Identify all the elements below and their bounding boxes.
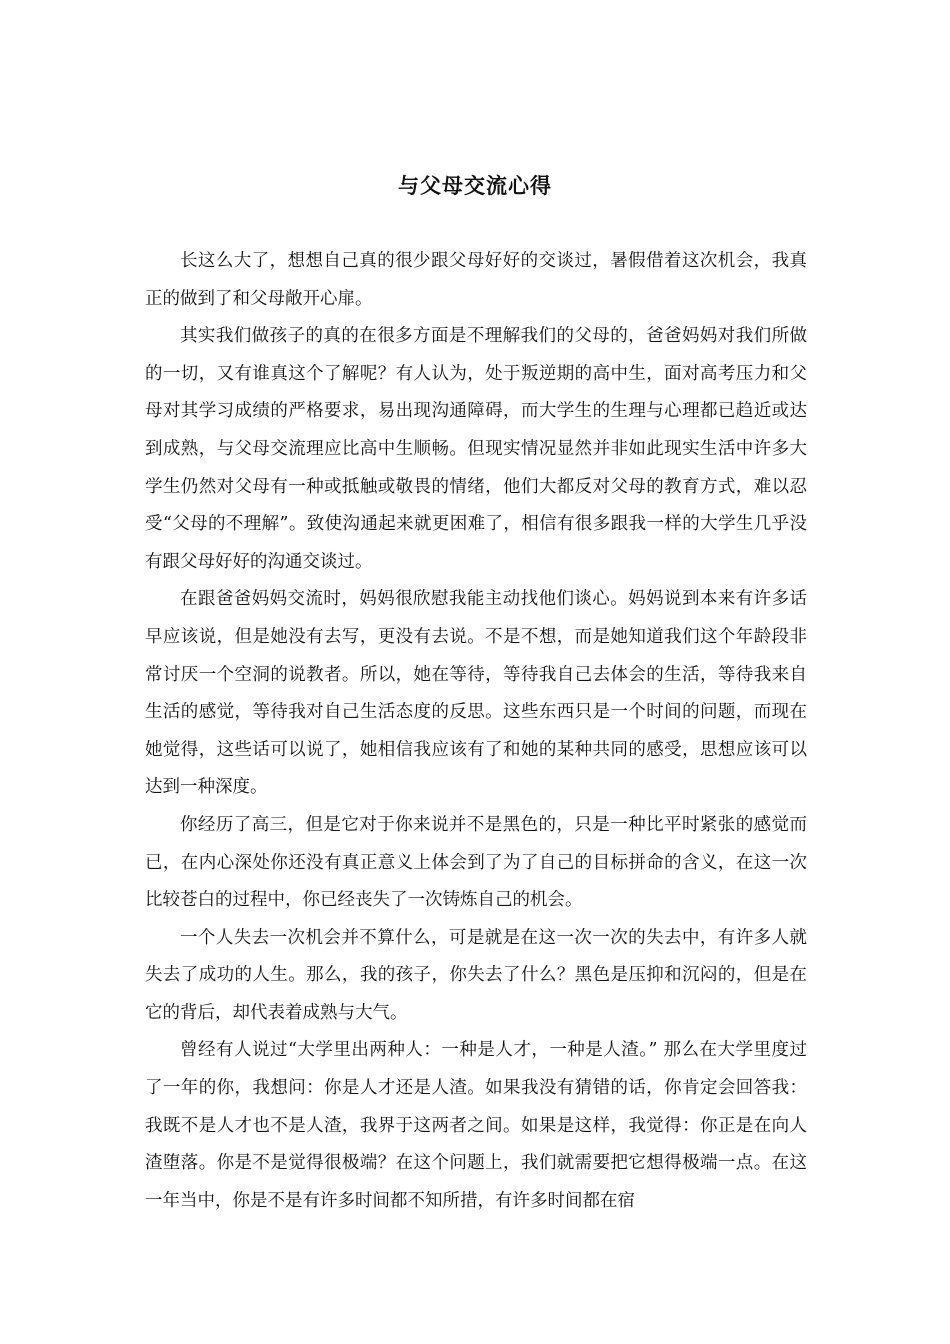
document-title: 与父母交流心得: [398, 174, 552, 198]
paragraph-1: 长这么大了，想想自己真的很少跟父母好好的交谈过，暑假借着这次机会，我真正的做到了和父母敞开心扉。: [145, 251, 807, 309]
paragraph-3: 在跟爸爸妈妈交流时，妈妈很欣慰我能主动找他们谈心。妈妈说到本来有许多话早应该说，但是她没有去写，更没有去说。不是不想，而是她知道我们这个年龄段非常讨厌一个空洞的说教者。所以，她在等待，等待我自己去体会的生活，等待我来自生活的感觉，等待我对自己生活态度的反思。这些东西只是一个时间的问题，而现在她觉得，这些话可以说了，她相信我应该有了和她的某种共同的感受，思想应该可以达到一种深度。: [145, 589, 807, 798]
paragraph-2: 其实我们做孩子的真的在很多方面是不理解我们的父母的，爸爸妈妈对我们所做的一切，又有谁真这个了解呢？有人认为，处于叛逆期的高中生，面对高考压力和父母对其学习成绩的严格要求，易出现沟通障碍，而大学生的生理与心理都已趋近或达到成熟，与父母交流理应比高中生顺畅。但现实情况显然并非如此现实生活中许多大学生仍然对父母有一种或抵触或敬畏的情绪，他们大都反对父母的教育方式，难以忍受“父母的不理解”。致使沟通起来就更困难了，相信有很多跟我一样的大学生几乎没有跟父母好好的沟通交谈过。: [145, 326, 807, 572]
paragraph-5: 一个人失去一次机会并不算什么，可是就是在这一次一次的失去中，有许多人就失去了成功的人生。那么，我的孩子，你失去了什么？黑色是压抑和沉闷的，但是在它的背后，却代表着成熟与大气。: [145, 927, 807, 1023]
document-body: [145, 243, 807, 1220]
paragraph-6: 曾经有人说过“大学里出两种人：一种是人才，一种是人渣。” 那么在大学里度过了一年的你，我想问：你是人才还是人渣。如果我没有猜错的话，你肯定会回答我：我既不是人才也不是人渣，我界于这两者之间。如果是这样，我觉得：你正是在向人渣堕落。你是不是觉得很极端？在这个问题上，我们就需要把它想得极端一点。在这一年当中，你是不是有许多时间都不知所措，有许多时间都在宿: [145, 1040, 807, 1211]
paragraph-4: 你经历了高三，但是它对于你来说并不是黑色的，只是一种比平时紧张的感觉而已，在内心深处你还没有真正意义上体会到了为了自己的目标拼命的含义，在这一次比较苍白的过程中，你已经丧失了一次铸炼自己的机会。: [145, 814, 807, 911]
